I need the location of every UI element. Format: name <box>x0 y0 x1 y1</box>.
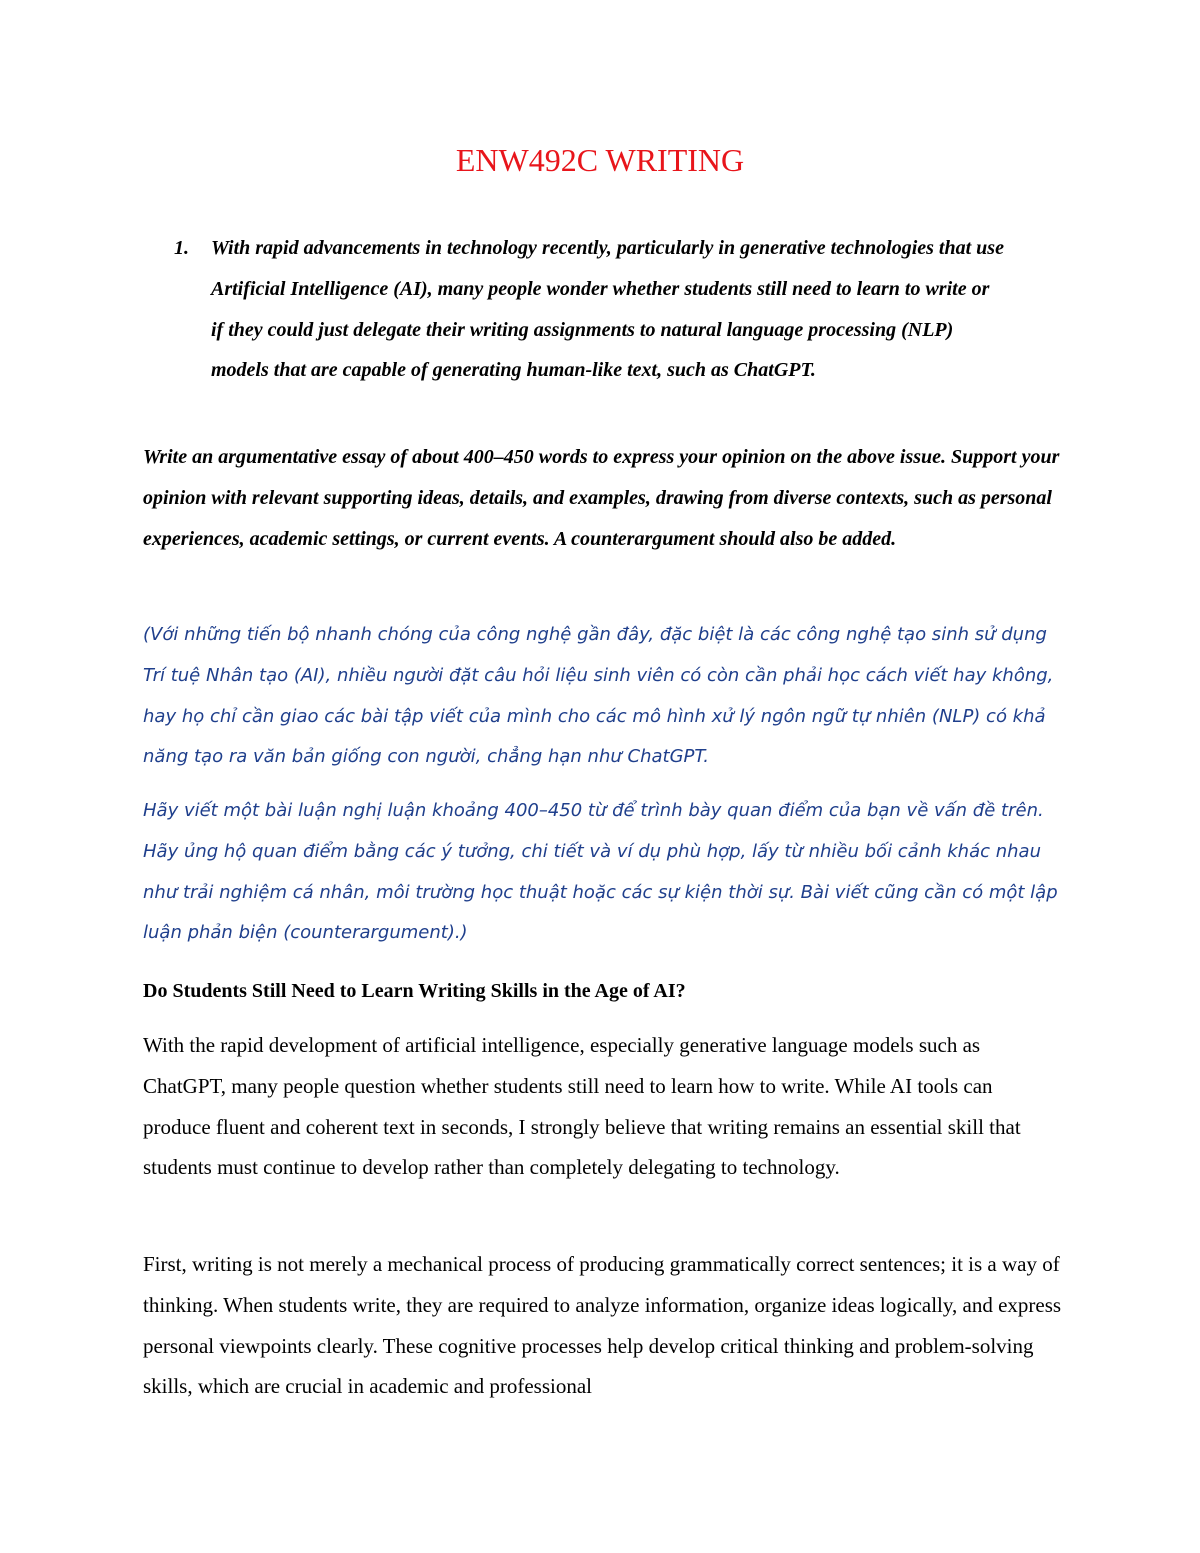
translation-prompt: (Với những tiến bộ nhanh chóng của công nghệ gần đây, đặc biệt là các công nghệ tạo sinh sử dụng Trí tuệ Nhân tạo (AI), nhiều người đặt câu hỏi liệu sinh viên có còn cần phải học cách viết hay không, hay họ chỉ cần giao các bài tập viết của mình cho các mô hình xử lý ngôn ngữ tự nhiên (NLP) có khả năng tạo ra văn bản giống con người, chẳng hạn như ChatGPT. <box>143 624 1054 768</box>
translation-instruction: Hãy viết một bài luận nghị luận khoảng 400–450 từ để trình bày quan điểm của bạn về vấn đề trên. Hãy ủng hộ quan điểm bằng các ý tưởng, chi tiết và ví dụ phù hợp, lấy từ nhiều bối cảnh khác nhau như trải nghiệm cá nhân, môi trường học thuật hoặc các sự kiện thời sự. Bài viết cũng cần có một lập luận phản biện (counterargument).) <box>143 800 1058 944</box>
essay-paragraph-2: First, writing is not merely a mechanical process of producing grammatically correct sentences; it is a way of thinking. When students write, they are required to analyze information, organize ideas logically, and express personal viewpoints clearly. These cognitive processes help develop critical thinking and problem-solving skills, which are crucial in academic and professional <box>143 1252 1062 1399</box>
prompt-number: 1. <box>174 237 189 259</box>
essay-paragraph-1: With the rapid development of artificial intelligence, especially generative language models such as ChatGPT, many people question whether students still need to learn how to write. While AI tools can produce fluent and coherent text in seconds, I strongly believe that writing remains an essential skill that students must continue to develop rather than completely delegating to technology. <box>143 1033 1021 1180</box>
document-title: ENW492C WRITING <box>455 142 745 178</box>
prompt-item <box>174 228 1004 391</box>
prompt-list <box>174 228 1004 391</box>
prompt-text: With rapid advancements in technology recently, particularly in generative technologies that use Artificial Intelligence (AI), many people wonder whether students still need to learn to write or if they could just delegate their writing assignments to natural language processing (NLP) models that are capable of generating human-like text, such as ChatGPT. <box>211 237 1004 382</box>
essay-instruction: Write an argumentative essay of about 400–450 words to express your opinion on the above issue. Support your opinion with relevant supporting ideas, details, and examples, drawing from diverse contexts, such as personal experiences, academic settings, or current events. A counterargument should also be added. <box>143 446 1060 550</box>
essay-title: Do Students Still Need to Learn Writing Skills in the Age of AI? <box>143 980 686 1002</box>
